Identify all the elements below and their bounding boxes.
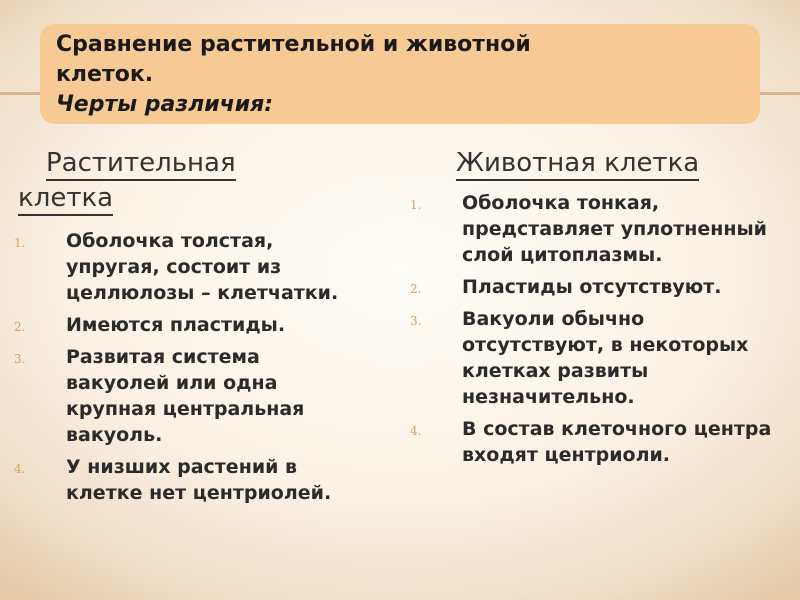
list-item xyxy=(410,274,790,300)
list-number: 1. xyxy=(14,236,26,250)
plant-list xyxy=(14,228,354,512)
animal-heading-text: Животная клетка xyxy=(456,147,699,181)
list-number: 4. xyxy=(14,462,26,476)
list-item-text: У низших растений в клетке нет центриолей. xyxy=(66,456,332,504)
list-number: 2. xyxy=(14,320,26,334)
list-item-text: Оболочка тонкая, представляет уплотненный слой цитоплазмы. xyxy=(462,192,767,266)
list-item xyxy=(14,312,354,338)
list-item xyxy=(410,416,790,468)
list-item-text: В состав клеточного центра входят центриоли. xyxy=(462,418,772,466)
decor-line-right xyxy=(760,92,800,95)
list-item xyxy=(14,454,354,506)
list-item-text: Пластиды отсутствуют. xyxy=(462,276,722,298)
list-item xyxy=(14,344,354,448)
list-item xyxy=(410,306,790,410)
list-item-text: Имеются пластиды. xyxy=(66,314,286,336)
title-box xyxy=(40,24,760,124)
title-line-1: Сравнение растительной и животной xyxy=(56,32,531,57)
animal-list xyxy=(410,190,790,474)
list-number: 2. xyxy=(410,282,422,296)
list-item-text: Развитая система вакуолей или одна крупная центральная вакуоль. xyxy=(66,346,305,446)
list-item xyxy=(14,228,354,306)
list-number: 3. xyxy=(410,314,422,328)
animal-heading xyxy=(456,146,699,181)
list-item-text: Оболочка толстая, упругая, состоит из целлюлозы – клетчатки. xyxy=(66,230,339,304)
list-number: 1. xyxy=(410,198,422,212)
list-number: 3. xyxy=(14,352,26,366)
plant-heading-line-1: Растительная xyxy=(46,147,236,181)
decor-line-left xyxy=(0,92,40,95)
plant-heading-line-2: клетка xyxy=(18,182,113,216)
subtitle: Черты различия: xyxy=(56,92,274,117)
title-line-2: клеток. xyxy=(56,62,154,87)
plant-heading xyxy=(18,146,236,216)
list-number: 4. xyxy=(410,424,422,438)
list-item-text: Вакуоли обычно отсутствуют, в некоторых клетках развиты незначительно. xyxy=(462,308,749,408)
list-item xyxy=(410,190,790,268)
